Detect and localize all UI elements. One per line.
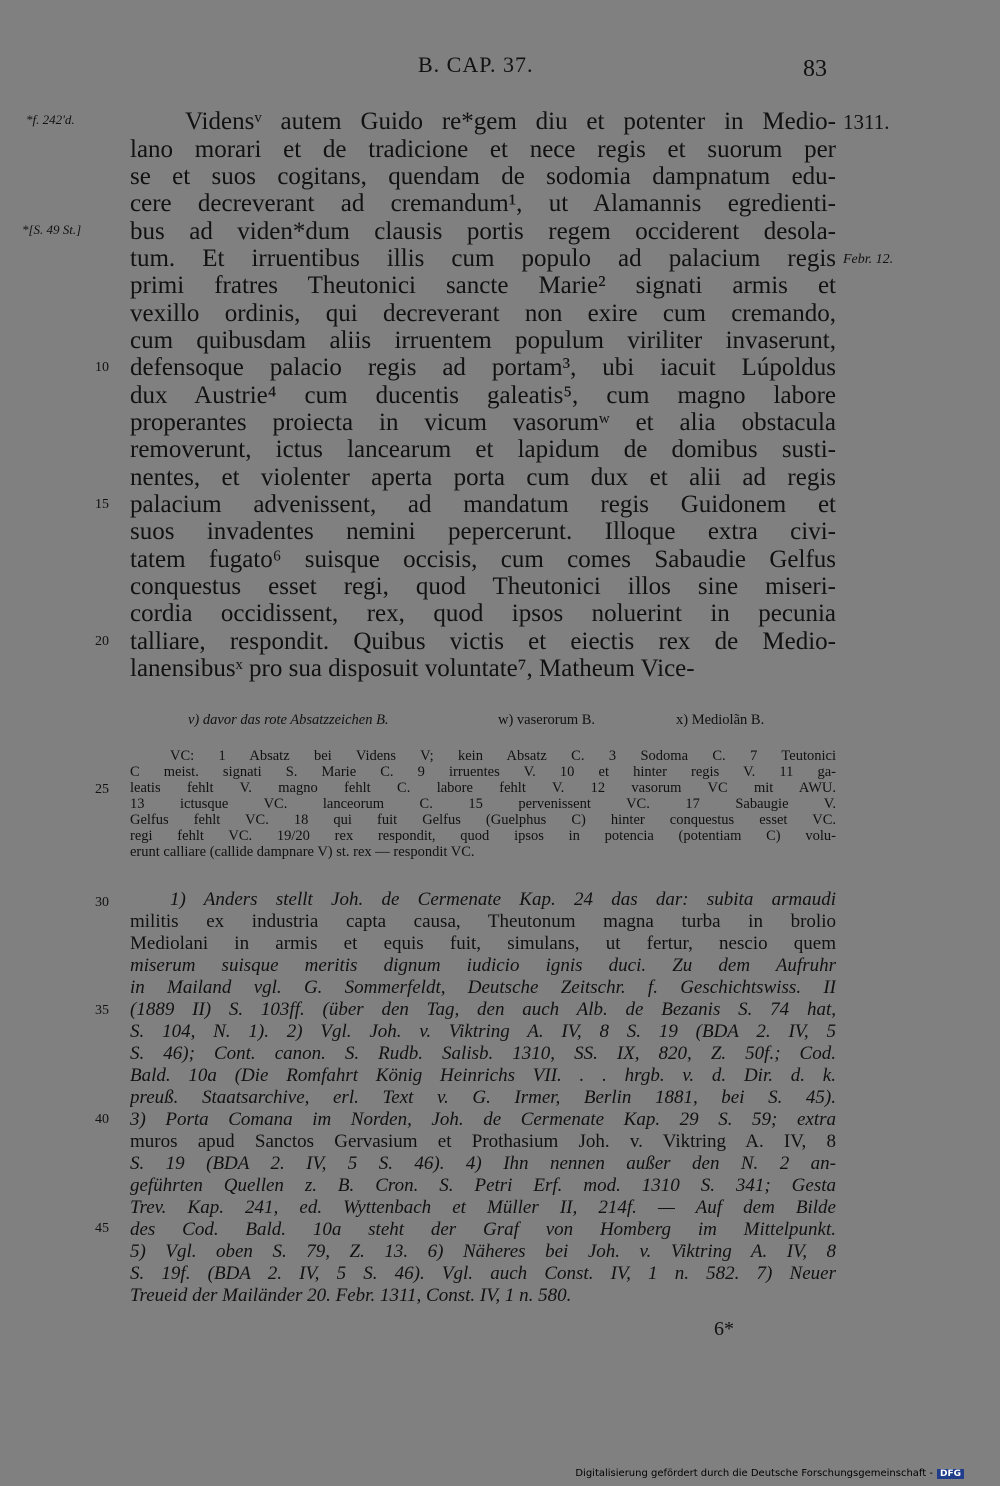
footnote-line: S. 19f. (BDA 2. IV, 5 S. 46). Vgl. auch Const. IV, 1 n. 582. 7) Neuer (130, 1263, 836, 1284)
margin-date: Febr. 12. (843, 252, 894, 267)
main-text-line: properantes proiecta in vicum vasorumʷ et alia obstacula (130, 409, 836, 436)
footnote-line: Mediolani in armis et equis fuit, simulans, ut fertur, nescio quem (130, 933, 836, 954)
footnote-line: geführten Quellen z. B. Cron. S. Petri Erf. mod. 1310 S. 341; Gesta (130, 1175, 836, 1196)
main-text-line: tatem fugato⁶ suisque occisis, cum comes Sabaudie Gelfus (130, 546, 836, 573)
margin-folio-note: *f. 242'd. (26, 112, 75, 127)
main-text-line: palacium advenissent, ad mandatum regis Guidonem et (130, 491, 836, 518)
apparatus-line: C meist. signati S. Marie C. 9 irruentes V. 10 et hinter regis V. 11 ga- (130, 764, 836, 780)
apparatus-line: VC: 1 Absatz bei Videns V; kein Absatz C. 3 Sodoma C. 7 Teutonici (170, 748, 836, 764)
footnote-line: 1) Anders stellt Joh. de Cermenate Kap. 24 das dar: subita armaudi (170, 889, 836, 910)
apparatus-line: 13 ictusque VC. lanceorum C. 15 pervenissent VC. 17 Sabaugie V. (130, 796, 836, 812)
main-text-line: lano morari et de tradicione et nece regis et suorum per (130, 136, 836, 163)
dfg-logo: DFG (937, 1469, 964, 1479)
main-text-line: conquestus esset regi, quod Theutonici illos sine miseri- (130, 573, 836, 600)
main-text-line: vexillo ordinis, qui decreverant non exire cum cremando, (130, 300, 836, 327)
footnote-line: in Mailand vgl. G. Sommerfeldt, Deutsche Zeitschr. f. Geschichtswiss. II (130, 977, 836, 998)
footnote-line: S. 104, N. 1). 2) Vgl. Joh. v. Viktring A. IV, 8 S. 19 (BDA 2. IV, 5 (130, 1021, 836, 1042)
footnote-line: Trev. Kap. 241, ed. Wyttenbach et Müller II, 214f. — Auf dem Bilde (130, 1197, 836, 1218)
footnote-line: S. 19 (BDA 2. IV, 5 S. 46). 4) Ihn nennen außer den N. 2 an- (130, 1153, 836, 1174)
running-title: B. CAP. 37. (418, 52, 534, 77)
main-text-line: cum quibusdam aliis irruentem populum viriliter invaserunt, (130, 327, 836, 354)
footnote-line: preuß. Staatsarchive, erl. Text v. G. Irmer, Berlin 1881, bei S. 45). (130, 1087, 836, 1108)
apparatus-line: leatis fehlt V. magno fehlt C. labore fehlt V. 12 vasorum VC mit AWU. (130, 780, 836, 796)
apparatus-line: Gelfus fehlt VC. 18 qui fuit Gelfus (Guelphus C) hinter conquestus esset VC. (130, 812, 836, 828)
footnote-line: S. 46); Cont. canon. S. Rudb. Salisb. 1310, SS. IX, 820, Z. 50f.; Cod. (130, 1043, 836, 1064)
line-number: 20 (95, 634, 109, 649)
line-number: 35 (95, 1003, 109, 1018)
main-text-line: removerunt, ictus lancearum et lapidum de domibus susti- (130, 436, 836, 463)
main-text-line: se et suos cogitans, quendam de sodomia dampnatum edu- (130, 163, 836, 190)
main-text-line: suos invadentes nemini pepercerunt. Illoque extra civi- (130, 518, 836, 545)
footnote-line: 5) Vgl. oben S. 79, Z. 13. 6) Näheres bei Joh. v. Viktring A. IV, 8 (130, 1241, 836, 1262)
main-text-line: bus ad viden*dum clausis portis regem occiderent desola- (130, 218, 836, 245)
footnote-line: (1889 II) S. 103ff. (über den Tag, den auch Alb. de Bezanis S. 74 hat, (130, 999, 836, 1020)
footnote-line: Bald. 10a (Die Romfahrt König Heinrichs VII. . . hrgb. v. d. Dir. d. k. (130, 1065, 836, 1086)
footnote-line: miserum suisque meritis dignum iudicio ignis duci. Zu dem Aufruhr (130, 955, 836, 976)
main-text-line: primi fratres Theutonici sancte Marie² signati armis et (130, 272, 836, 299)
main-text-line: talliare, respondit. Quibus victis et eiectis rex de Medio- (130, 628, 836, 655)
main-text-line: cere decreverant ad cremandum¹, ut Alamannis egredienti- (130, 190, 836, 217)
textual-note-w: w) vaserorum B. (498, 712, 596, 728)
apparatus-line: regi fehlt VC. 19/20 rex respondit, quod ipsos in potencia (potentiam C) volu- (130, 828, 836, 844)
footnote-line: 3) Porta Comana im Norden, Joh. de Cermenate Kap. 29 S. 59; extra (130, 1109, 836, 1130)
footnote-line: des Cod. Bald. 10a steht der Graf von Homberg im Mittelpunkt. (130, 1219, 836, 1240)
credit-text: Digitalisierung gefördert durch die Deutsche Forschungsgemeinschaft - (575, 1468, 933, 1479)
main-text-line: nentes, et violenter aperta porta cum dux et alii ad regis (130, 464, 836, 491)
textual-note-v: v) davor das rote Absatzzeichen B. (188, 712, 389, 728)
digitization-credit (575, 1468, 964, 1479)
line-number: 40 (95, 1112, 109, 1127)
margin-edition-note: *[S. 49 St.] (22, 222, 82, 237)
main-text-line: Vidensᵛ autem Guido re*gem diu et potenter in Medio- (185, 108, 836, 135)
page-number: 83 (803, 56, 827, 82)
main-text-line: lanensibusˣ pro sua disposuit voluntate⁷, Matheum Vice- (130, 655, 695, 682)
footnote-line: Treueid der Mailänder 20. Febr. 1311, Const. IV, 1 n. 580. (130, 1285, 572, 1306)
main-text-line: tum. Et irruentibus illis cum populo ad palacium regis (130, 245, 836, 272)
line-number: 30 (95, 895, 109, 910)
footnote-line: militis ex industria capta causa, Theutonum magna turba in brolio (130, 911, 836, 932)
line-number: 10 (95, 360, 109, 375)
line-number: 45 (95, 1221, 109, 1236)
footnote-line: muros apud Sanctos Gervasium et Prothasium Joh. v. Viktring A. IV, 8 (130, 1131, 836, 1152)
line-number: 25 (95, 782, 109, 797)
line-number: 15 (95, 497, 109, 512)
main-text-line: cordia occidissent, rex, quod ipsos noluerint in pecunia (130, 600, 836, 627)
signature-mark: 6* (714, 1318, 734, 1340)
textual-note-x: x) Mediolãn B. (676, 712, 765, 728)
margin-year: 1311. (843, 110, 890, 134)
main-text-line: defensoque palacio regis ad portam³, ubi iacuit Lúpoldus (130, 354, 836, 381)
main-text-line: dux Austrie⁴ cum ducentis galeatis⁵, cum magno labore (130, 382, 836, 409)
apparatus-line: erunt calliare (callide dampnare V) st. rex — respondit VC. (130, 844, 475, 860)
